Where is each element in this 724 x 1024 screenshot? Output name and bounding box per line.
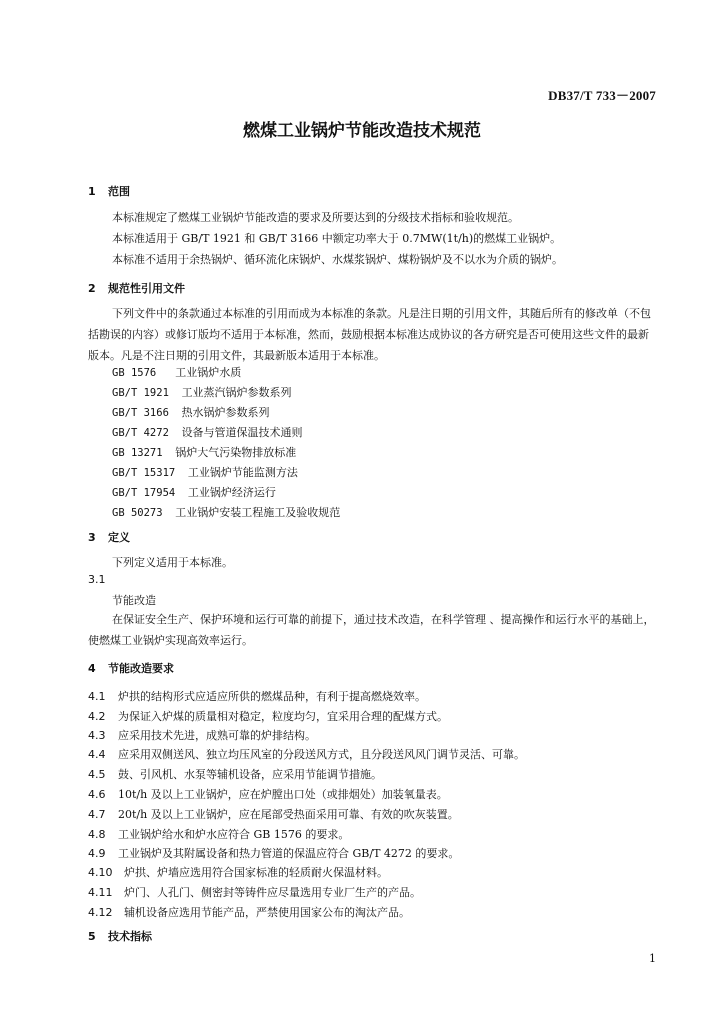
scope-line-1: 本标准规定了燃煤工业锅炉节能改造的要求及所要达到的分级技术指标和验收规范。 xyxy=(112,211,519,224)
requirement-item: 4.5 鼓、引风机、水泵等辅机设备，应采用节能调节措施。 xyxy=(88,768,382,781)
requirement-item: 4.6 10t/h 及以上工业锅炉，应在炉膛出口处（或排烟处）加装氧量表。 xyxy=(88,788,448,801)
reference-item: GB/T 3166 热水锅炉参数系列 xyxy=(112,406,270,419)
section-heading-3: 3 定义 xyxy=(88,531,130,544)
section-heading-1: 1 范围 xyxy=(88,185,130,198)
reference-item: GB/T 15317 工业锅炉节能监测方法 xyxy=(112,466,298,479)
reference-item: GB 13271 锅炉大气污染物排放标准 xyxy=(112,446,297,459)
reference-item: GB/T 17954 工业锅炉经济运行 xyxy=(112,486,276,499)
reference-item: GB/T 4272 设备与管道保温技术通则 xyxy=(112,426,303,439)
requirement-item: 4.8 工业锅炉给水和炉水应符合 GB 1576 的要求。 xyxy=(88,828,350,841)
section-heading-4: 4 节能改造要求 xyxy=(88,662,174,675)
requirement-item: 4.2 为保证入炉煤的质量相对稳定，粒度均匀，宜采用合理的配煤方式。 xyxy=(88,710,448,723)
requirement-item: 4.11 炉门、人孔门、侧密封等铸件应尽量选用专业厂生产的产品。 xyxy=(88,886,421,899)
requirement-item: 4.4 应采用双侧送风、独立均压风室的分段送风方式，且分段送风风门调节灵活、可靠。 xyxy=(88,748,525,761)
scope-line-3: 本标准不适用于余热锅炉、循环流化床锅炉、水煤浆锅炉、煤粉锅炉及不以水为介质的锅炉。 xyxy=(112,253,563,266)
subsection-number-3-1: 3.1 xyxy=(88,573,106,586)
term-title: 节能改造 xyxy=(112,594,156,607)
standard-code: DB37/T 733－2007 xyxy=(548,88,656,103)
page-number: 1 xyxy=(649,952,656,965)
reference-item: GB 1576 工业锅炉水质 xyxy=(112,366,242,379)
requirement-item: 4.9 工业锅炉及其附属设备和热力管道的保温应符合 GB/T 4272 的要求。 xyxy=(88,847,460,860)
requirement-item: 4.10 炉拱、炉墙应选用符合国家标准的轻质耐火保温材料。 xyxy=(88,866,388,879)
reference-item: GB 50273 工业锅炉安装工程施工及验收规范 xyxy=(112,506,341,519)
section-heading-2: 2 规范性引用文件 xyxy=(88,282,185,295)
reference-item: GB/T 1921 工业蒸汽锅炉参数系列 xyxy=(112,386,292,399)
term-definition: 在保证安全生产、保护环境和运行可靠的前提下，通过技术改造，在科学管理 、提高操作和运行水平的基础上，使燃煤工业锅炉实现高效率运行。 xyxy=(88,613,655,647)
requirement-item: 4.1 炉拱的结构形式应适应所供的燃煤品种，有利于提高燃烧效率。 xyxy=(88,690,426,703)
definitions-intro: 下列定义适用于本标准。 xyxy=(112,556,233,569)
section-heading-5: 5 技术指标 xyxy=(88,930,152,943)
requirement-item: 4.12 辅机设备应选用节能产品，严禁使用国家公布的淘汰产品。 xyxy=(88,906,410,919)
requirement-item: 4.7 20t/h 及以上工业锅炉，应在尾部受热面采用可靠、有效的吹灰装置。 xyxy=(88,808,459,821)
document-title: 燃煤工业锅炉节能改造技术规范 xyxy=(243,121,481,141)
scope-line-2: 本标准适用于 GB/T 1921 和 GB/T 3166 中额定功率大于 0.7MW(1t/h)的燃煤工业锅炉。 xyxy=(112,232,562,245)
requirement-item: 4.3 应采用技术先进，成熟可靠的炉排结构。 xyxy=(88,729,316,742)
normative-references-paragraph: 下列文件中的条款通过本标准的引用而成为本标准的条款。凡是注日期的引用文件，其随后所有的修改单（不包括勘误的内容）或修订版均不适用于本标准，然而，鼓励根据本标准达成协议的各方研究是否可使用这些文件的最新版本。凡是不注日期的引用文件，其最新版本适用于本标准。 xyxy=(88,307,651,362)
